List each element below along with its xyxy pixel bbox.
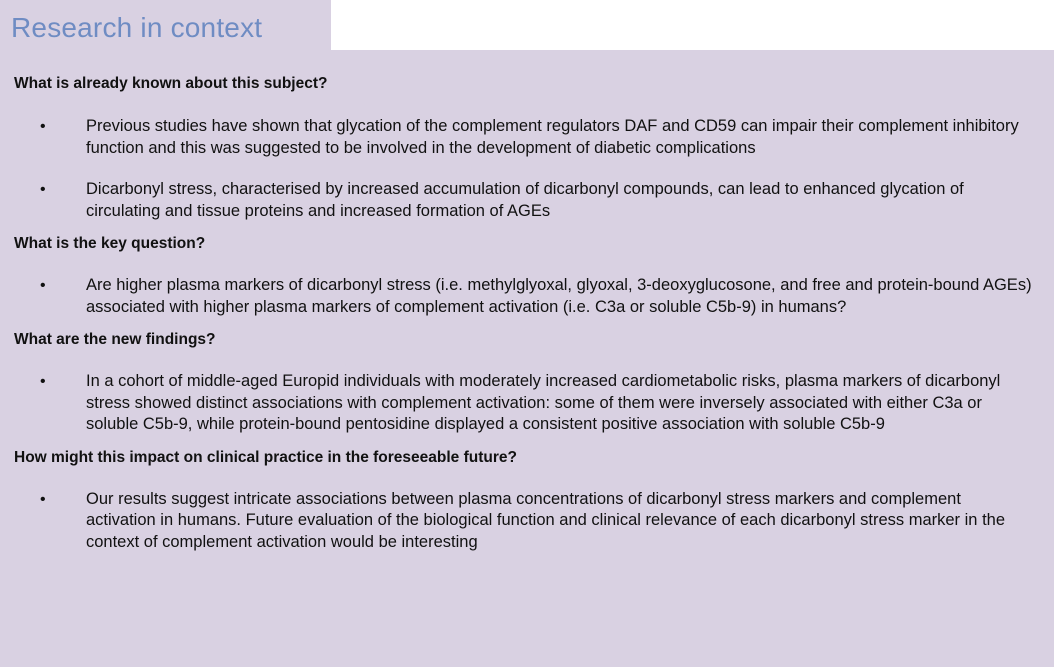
panel-title: Research in context (11, 12, 263, 43)
bullet-text: Previous studies have shown that glycation of the complement regulators DAF and CD59 can impair their complement inhibitory function and this was suggested to be involved in the development of diabetic complications (86, 117, 1019, 157)
bullet-text: In a cohort of middle-aged Europid individuals with moderately increased cardiometabolic risks, plasma markers of dicarbonyl stress showed distinct associations with complement activation: some of them were inversely associated with either C3a or soluble C5b-9, while protein-bound pentosidine displayed a consistent positive association with soluble C5b-9 (86, 372, 1001, 433)
bullet-list (0, 116, 1054, 222)
section-heading: How might this impact on clinical practice in the foreseeable future? (14, 448, 517, 466)
section-known (0, 74, 1054, 222)
bullet-icon: • (40, 490, 46, 508)
bullet-text: Are higher plasma markers of dicarbonyl stress (i.e. methylglyoxal, glyoxal, 3-deoxyglucosone, and free and protein-bound AGEs) associated with higher plasma markers of complement activation (i.e. C3a or soluble C5b-9) in humans? (86, 276, 1032, 316)
section-heading: What is already known about this subject? (14, 75, 328, 92)
bullet-icon: • (40, 373, 46, 390)
title-strip (331, 0, 1054, 50)
bullet-text: Our results suggest intricate associations between plasma concentrations of dicarbonyl stress markers and complement activation in humans. Future evaluation of the biological function and clinical relevance of each dicarbonyl stress marker in the context of complement activation would be interesting (86, 489, 1006, 551)
section-heading: What is the key question? (14, 235, 206, 252)
bullet-text: Dicarbonyl stress, characterised by increased accumulation of dicarbonyl compounds, can lead to enhanced glycation of circulating and tissue proteins and increased formation of AGEs (86, 180, 964, 220)
bullet-icon: • (40, 181, 46, 198)
section-heading: What are the new findings? (14, 331, 216, 348)
list-item (0, 489, 1054, 554)
list-item (0, 116, 1054, 159)
section-clinical-impact (0, 448, 1054, 554)
list-item (0, 179, 1054, 222)
panel-content (0, 74, 1054, 553)
bullet-list (0, 275, 1054, 318)
list-item (0, 371, 1054, 436)
bullet-icon: • (40, 277, 46, 294)
bullet-icon: • (40, 118, 46, 135)
bullet-list (0, 371, 1054, 436)
section-key-question (0, 234, 1054, 318)
list-item (0, 275, 1054, 318)
bullet-list (0, 489, 1054, 554)
section-new-findings (0, 330, 1054, 436)
